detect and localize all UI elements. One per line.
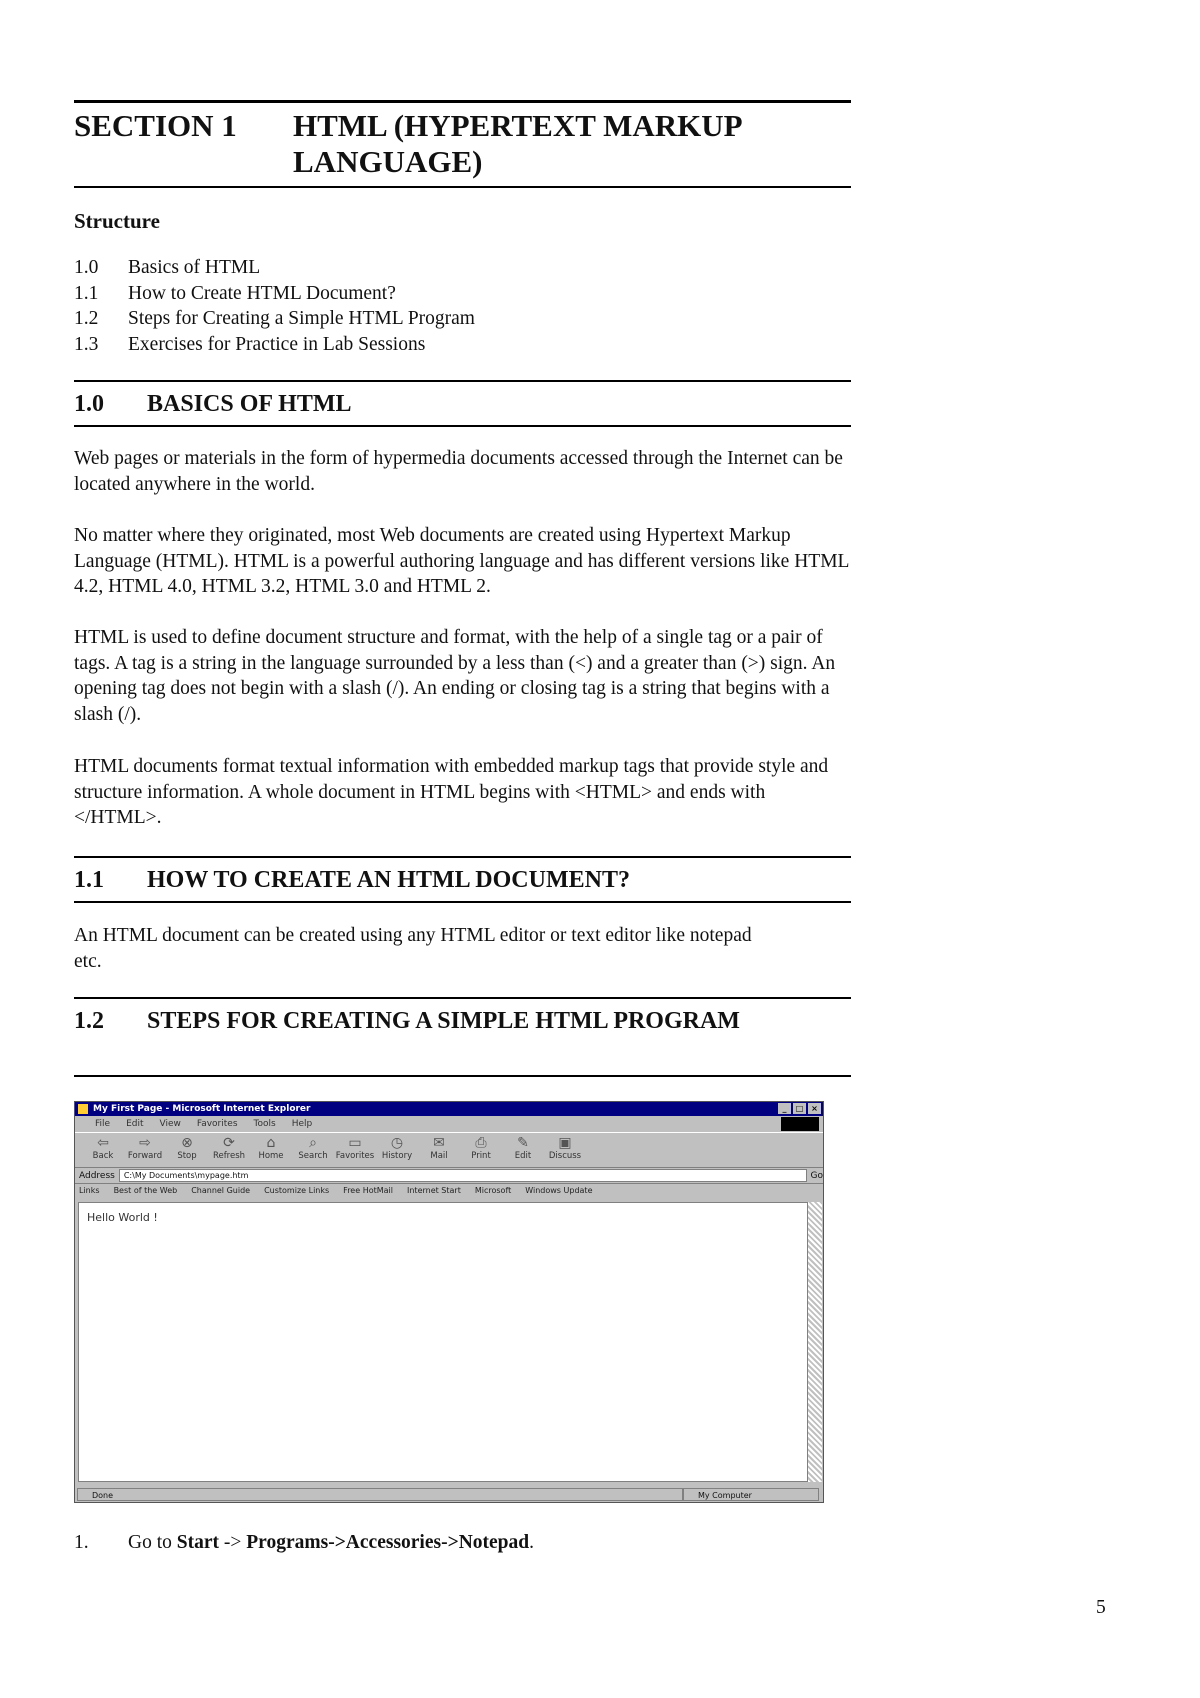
browser-screenshot xyxy=(74,1101,824,1503)
toolbar-button[interactable] xyxy=(461,1133,501,1167)
menu-item[interactable]: File xyxy=(95,1119,111,1129)
go-button[interactable]: Go xyxy=(810,1170,823,1181)
status-right: My Computer xyxy=(683,1488,819,1501)
browser-title: My First Page - Microsoft Internet Explorer xyxy=(93,1104,311,1114)
menu-item[interactable]: Help xyxy=(291,1119,313,1129)
browser-menu-bar xyxy=(75,1116,823,1132)
s12-title: STEPS FOR CREATING A SIMPLE HTML PROGRAM xyxy=(147,1008,740,1034)
toolbar-button-label: Back xyxy=(92,1151,114,1161)
link-item[interactable]: Free HotMail xyxy=(343,1186,393,1195)
step-1-path: Programs->Accessories->Notepad xyxy=(246,1532,530,1553)
structure-item-label: Basics of HTML xyxy=(128,257,261,278)
structure-item xyxy=(74,332,475,358)
toolbar-button[interactable] xyxy=(209,1133,249,1167)
step-1 xyxy=(74,1530,851,1556)
structure-heading: Structure xyxy=(74,209,160,233)
s12-number: 1.2 xyxy=(74,1008,104,1034)
structure-item xyxy=(74,281,475,307)
structure-item-number: 1.3 xyxy=(74,333,99,355)
link-item[interactable]: Internet Start xyxy=(407,1186,461,1195)
browser-title-bar xyxy=(75,1102,823,1116)
step-1-start: Start xyxy=(176,1532,219,1553)
menu-item[interactable]: View xyxy=(159,1119,181,1129)
mail-icon: ✉ xyxy=(433,1135,445,1151)
print-icon: ⎙ xyxy=(475,1135,487,1151)
menu-item[interactable]: Favorites xyxy=(196,1119,238,1129)
toolbar-button-label: Refresh xyxy=(212,1151,246,1161)
structure-item xyxy=(74,255,475,281)
links-label: Links xyxy=(79,1186,100,1195)
s12-bottom-rule xyxy=(74,1075,851,1077)
ie-icon xyxy=(78,1104,88,1114)
address-label: Address xyxy=(79,1170,115,1181)
toolbar-button-label: Discuss xyxy=(548,1151,582,1161)
toolbar-button-label: Home xyxy=(258,1151,284,1161)
s10-para-2: No matter where they originated, most Web documents are created using Hypertext Markup Language (HTML). HTML is a powerful authoring language and has different versions like HTML 4.2, HTML 4.0, HTML 3.2, HTML 3.0 and HTML 2. xyxy=(74,525,849,597)
s12-top-rule xyxy=(74,997,851,999)
toolbar-button-label: Search xyxy=(298,1151,328,1161)
menu-item[interactable]: Tools xyxy=(253,1119,276,1129)
discuss-icon: ▣ xyxy=(558,1135,572,1151)
windows-logo-icon xyxy=(781,1117,819,1131)
status-left: Done xyxy=(77,1488,683,1501)
toolbar-button[interactable] xyxy=(419,1133,459,1167)
link-item[interactable]: Best of the Web xyxy=(113,1186,178,1195)
toolbar-button-label: Mail xyxy=(430,1151,448,1161)
structure-list xyxy=(74,255,475,357)
address-bar xyxy=(75,1168,823,1184)
toolbar-button-label: Stop xyxy=(177,1151,197,1161)
search-icon: ⌕ xyxy=(309,1135,317,1151)
content-text: Hello World ! xyxy=(87,1211,158,1224)
toolbar-button-label: History xyxy=(381,1151,413,1161)
toolbar-button[interactable] xyxy=(293,1133,333,1167)
structure-item-label: Steps for Creating a Simple HTML Program xyxy=(128,308,475,329)
s10-top-rule xyxy=(74,380,851,382)
status-bar xyxy=(77,1488,819,1501)
edit-icon: ✎ xyxy=(517,1135,529,1151)
page-number: 5 xyxy=(1096,1597,1106,1618)
favorites-icon: ▭ xyxy=(348,1135,362,1151)
toolbar-button[interactable] xyxy=(377,1133,417,1167)
history-icon: ◷ xyxy=(390,1135,404,1151)
home-icon: ⌂ xyxy=(266,1135,276,1151)
address-input[interactable]: C:\My Documents\mypage.htm xyxy=(119,1169,807,1182)
link-item[interactable]: Windows Update xyxy=(525,1186,593,1195)
step-1-arrow: -> xyxy=(219,1532,247,1553)
menu-item[interactable]: Edit xyxy=(126,1119,144,1129)
toolbar-button-label: Favorites xyxy=(335,1151,375,1161)
structure-item-label: Exercises for Practice in Lab Sessions xyxy=(128,333,426,355)
step-1-number: 1. xyxy=(74,1532,89,1553)
section-title-text: HTML (HYPERTEXT MARKUP LANGUAGE) xyxy=(293,108,741,179)
toolbar-button-label: Print xyxy=(471,1151,491,1161)
structure-item xyxy=(74,306,475,332)
toolbar-button[interactable] xyxy=(167,1133,207,1167)
close-icon[interactable]: × xyxy=(808,1103,821,1114)
structure-item-number: 1.0 xyxy=(74,257,99,278)
s10-para-3: HTML is used to define document structure and format, with the help of a single tag or a pair of tags. A tag is a string in the language surrounded by a less than (<) and a greater than (>) sign. An opening tag does not begin with a slash (/). An ending or closing tag is a string that begins with a slash (/). xyxy=(74,627,836,725)
step-1-suffix: . xyxy=(529,1532,534,1553)
s11-number: 1.1 xyxy=(74,867,104,893)
toolbar-button[interactable] xyxy=(545,1133,585,1167)
link-item[interactable]: Channel Guide xyxy=(191,1186,251,1195)
toolbar-button-label: Edit xyxy=(514,1151,532,1161)
s10-bottom-rule xyxy=(74,425,851,427)
structure-item-number: 1.1 xyxy=(74,282,99,304)
stop-icon: ⊗ xyxy=(181,1135,193,1151)
section-number: SECTION 1 xyxy=(74,108,237,143)
vertical-scrollbar[interactable] xyxy=(807,1202,822,1482)
link-item[interactable]: Customize Links xyxy=(264,1186,330,1195)
forward-icon: ⇨ xyxy=(139,1135,151,1151)
top-rule xyxy=(74,100,851,103)
refresh-icon: ⟳ xyxy=(223,1135,235,1151)
minimize-icon[interactable]: _ xyxy=(778,1103,791,1114)
s11-bottom-rule xyxy=(74,901,851,903)
links-bar xyxy=(75,1184,823,1198)
browser-content xyxy=(78,1202,808,1482)
structure-item-label: How to Create HTML Document? xyxy=(128,282,396,304)
s11-title: HOW TO CREATE AN HTML DOCUMENT? xyxy=(147,867,630,893)
s10-para-1: Web pages or materials in the form of hypermedia documents accessed through the Internet can be located anywhere in the world. xyxy=(74,448,843,495)
toolbar-button[interactable] xyxy=(125,1133,165,1167)
link-item[interactable]: Microsoft xyxy=(474,1186,512,1195)
s10-title: BASICS OF HTML xyxy=(147,391,352,417)
toolbar-button-label: Forward xyxy=(127,1151,163,1161)
title-rule xyxy=(74,186,851,188)
step-1-prefix: Go to xyxy=(128,1532,177,1553)
back-icon: ⇦ xyxy=(97,1135,109,1151)
toolbar-button[interactable] xyxy=(503,1133,543,1167)
structure-item-number: 1.2 xyxy=(74,308,99,329)
toolbar-button[interactable] xyxy=(83,1133,123,1167)
s11-para: An HTML document can be created using any HTML editor or text editor like notepad etc. xyxy=(74,925,752,972)
toolbar-button[interactable] xyxy=(251,1133,291,1167)
s10-para-4: HTML documents format textual information with embedded markup tags that provide style and structure information. A whole document in HTML begins with <HTML> and ends with </HTML>. xyxy=(74,756,829,828)
s10-number: 1.0 xyxy=(74,391,104,417)
maximize-icon[interactable]: □ xyxy=(793,1103,806,1114)
s11-top-rule xyxy=(74,856,851,858)
toolbar-button[interactable] xyxy=(335,1133,375,1167)
browser-toolbar xyxy=(75,1132,823,1168)
